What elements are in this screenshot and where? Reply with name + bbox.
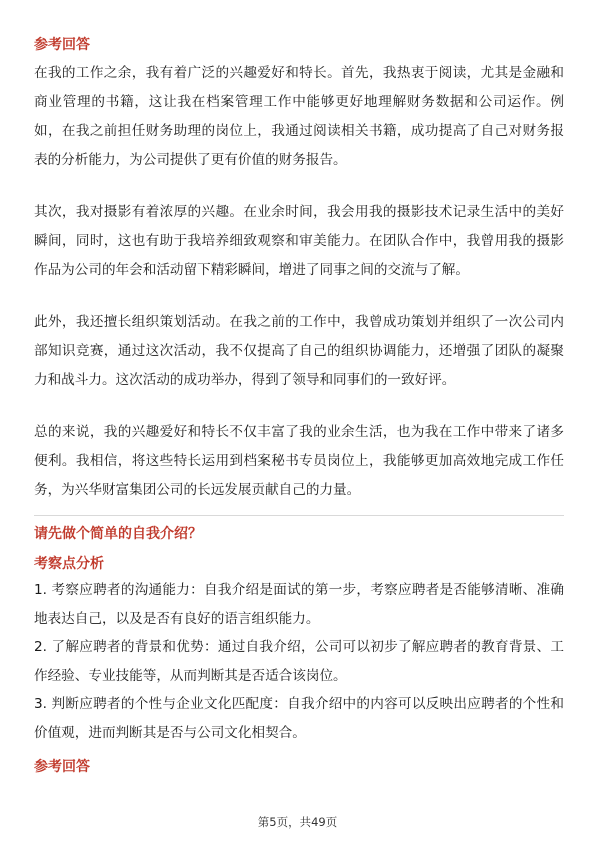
answer-paragraph-3: 此外，我还擅长组织策划活动。在我之前的工作中，我曾成功策划并组织了一次公司内部知识竞赛，通过这次活动，我不仅提高了自己的组织协调能力，还增强了团队的凝聚力和战斗力。这次活动的成功举办，得到了领导和同事们的一致好评。 — [34, 314, 564, 388]
answer-paragraph-4: 总的来说，我的兴趣爱好和特长不仅丰富了我的业余生活，也为我在工作中带来了诸多便利。我相信，将这些特长运用到档案秘书专员岗位上，我能够更加高效地完成工作任务，为兴华财富集团公司的长远发展贡献自己的力量。 — [34, 424, 564, 498]
answer-label-2: 参考回答 — [34, 759, 90, 775]
answer-label: 参考回答 — [34, 37, 90, 53]
analysis-point-2: 2. 了解应聘者的背景和优势：通过自我介绍，公司可以初步了解应聘者的教育背景、工作经验、专业技能等，从而判断其是否适合该岗位。 — [34, 639, 564, 684]
paragraph-gap — [34, 175, 564, 198]
section-divider — [34, 515, 564, 516]
paragraph-gap — [34, 285, 564, 308]
analysis-point-1: 1. 考察应聘者的沟通能力：自我介绍是面试的第一步，考察应聘者是否能够清晰、准确地表达自己，以及是否有良好的语言组织能力。 — [34, 582, 564, 627]
analysis-label: 考察点分析 — [34, 556, 104, 572]
paragraph-gap — [34, 395, 564, 418]
page-number-footer: 第5页，共49页 — [257, 815, 338, 829]
analysis-point-3: 3. 判断应聘者的个性与企业文化匹配度：自我介绍中的内容可以反映出应聘者的个性和价值观，进而判断其是否与公司文化相契合。 — [34, 696, 564, 741]
answer-paragraph-2: 其次，我对摄影有着浓厚的兴趣。在业余时间，我会用我的摄影技术记录生活中的美好瞬间，同时，这也有助于我培养细致观察和审美能力。在团队合作中，我曾用我的摄影作品为公司的年会和活动留下精彩瞬间，增进了同事之间的交流与了解。 — [34, 204, 564, 278]
document-page — [34, 34, 564, 779]
question-title: 请先做个简单的自我介绍？ — [34, 526, 202, 542]
answer-paragraph-1: 在我的工作之余，我有着广泛的兴趣爱好和特长。首先，我热衷于阅读，尤其是金融和商业管理的书籍，这让我在档案管理工作中能够更好地理解财务数据和公司运作。例如，在我之前担任财务助理的岗位上，我通过阅读相关书籍，成功提高了自己对财务报表的分析能力，为公司提供了更有价值的财务报告。 — [34, 65, 564, 168]
